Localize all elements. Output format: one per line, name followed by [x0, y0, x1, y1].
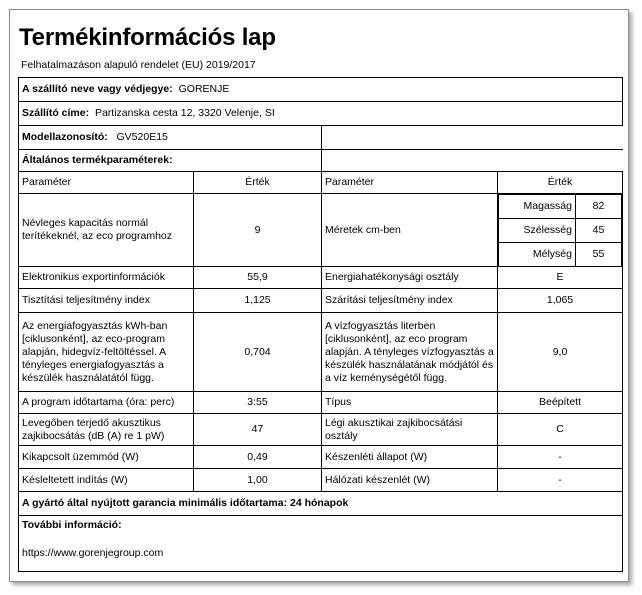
general-params-label: Általános termékparaméterek:	[19, 150, 322, 172]
param-cell: Késleltetett indítás (W)	[19, 469, 194, 492]
product-info-table	[18, 77, 623, 572]
more-info-value-row	[19, 536, 623, 572]
param-cell: Méretek cm-ben	[322, 194, 498, 267]
table-row	[19, 267, 623, 289]
model-label: Modellazonosító:	[22, 131, 108, 143]
regulation-subtitle: Felhatalmazáson alapuló rendelet (EU) 2019/2017	[21, 59, 256, 71]
more-info-link[interactable]: https://www.gorenjegroup.com	[19, 536, 623, 572]
table-row	[19, 414, 623, 446]
param-cell: Légi akusztikai zajkibocsátási osztály	[322, 414, 498, 446]
dimension-label: Magasság	[499, 195, 576, 219]
value-cell: 1,125	[194, 289, 322, 313]
table-row	[19, 392, 623, 414]
address-label: Szállító címe:	[22, 107, 90, 119]
general-params-row	[19, 150, 623, 172]
dimension-label: Mélység	[499, 243, 576, 267]
param-cell: Szárítási teljesítmény index	[322, 289, 498, 313]
col-header-value-left: Érték	[194, 172, 322, 194]
model-value: GV520E15	[116, 131, 168, 143]
dimensions-cell	[498, 194, 623, 267]
table-row	[19, 194, 623, 267]
param-cell: A program időtartama (óra: perc)	[19, 392, 194, 414]
value-cell: 1,00	[194, 469, 322, 492]
value-cell: 9	[194, 194, 322, 267]
warranty-text: A gyártó által nyújtott garancia minimális időtartama: 24 hónapok	[19, 492, 623, 516]
dimension-value: 55	[576, 243, 622, 267]
col-header-param-left: Paraméter	[19, 172, 194, 194]
param-cell: Levegőben terjedő akusztikus zajkibocsátás (dB (A) re 1 pW)	[19, 414, 194, 446]
model-row	[19, 126, 623, 150]
address-row	[19, 102, 623, 126]
param-cell: Energiahatékonysági osztály	[322, 267, 498, 289]
value-cell: C	[498, 414, 623, 446]
param-cell: Hálózati készenlét (W)	[322, 469, 498, 492]
table-row	[19, 289, 623, 313]
supplier-label: A szállító neve vagy védjegye:	[22, 83, 173, 95]
dimension-label: Szélesség	[499, 219, 576, 243]
value-cell: -	[498, 446, 623, 469]
value-cell: 3:55	[194, 392, 322, 414]
page-title: Termékinformációs lap	[19, 24, 276, 51]
value-cell: Beépített	[498, 392, 623, 414]
value-cell: 1,065	[498, 289, 623, 313]
param-cell: A vízfogyasztás literben [ciklusonként], az eco program alapján. A tényleges vízfogyasztás a készülék használatának módjától és a víz keménységétől függ.	[322, 313, 498, 392]
more-info-label-row	[19, 516, 623, 536]
warranty-row	[19, 492, 623, 516]
param-cell: Kikapcsolt üzemmód (W)	[19, 446, 194, 469]
value-cell: 0,49	[194, 446, 322, 469]
table-row	[19, 446, 623, 469]
supplier-row	[19, 78, 623, 102]
col-header-param-right: Paraméter	[322, 172, 498, 194]
supplier-value: GORENJE	[178, 83, 230, 95]
value-cell: -	[498, 469, 623, 492]
dimension-value: 82	[576, 195, 622, 219]
param-cell: Az energiafogyasztás kWh-ban [ciklusonként], az eco-program alapján, hidegvíz-feltöltéssel. A tényleges energiafogyasztás a készülék használatától függ.	[19, 313, 194, 392]
param-cell: Típus	[322, 392, 498, 414]
param-cell: Tisztítási teljesítmény index	[19, 289, 194, 313]
value-cell: 0,704	[194, 313, 322, 392]
value-cell: 47	[194, 414, 322, 446]
param-cell: Készenléti állapot (W)	[322, 446, 498, 469]
value-cell: 9,0	[498, 313, 623, 392]
table-row	[19, 469, 623, 492]
more-info-label: További információ:	[19, 516, 623, 536]
dimension-value: 45	[576, 219, 622, 243]
dimensions-table	[498, 194, 622, 266]
col-header-value-right: Érték	[498, 172, 623, 194]
param-cell: Elektronikus exportinformációk	[19, 267, 194, 289]
table-row	[19, 313, 623, 392]
param-cell: Névleges kapacitás normál terítékeknél, az eco programhoz	[19, 194, 194, 267]
value-cell: E	[498, 267, 623, 289]
address-value: Partizanska cesta 12, 3320 Velenje, SI	[94, 107, 275, 119]
value-cell: 55,9	[194, 267, 322, 289]
column-header-row	[19, 172, 623, 194]
